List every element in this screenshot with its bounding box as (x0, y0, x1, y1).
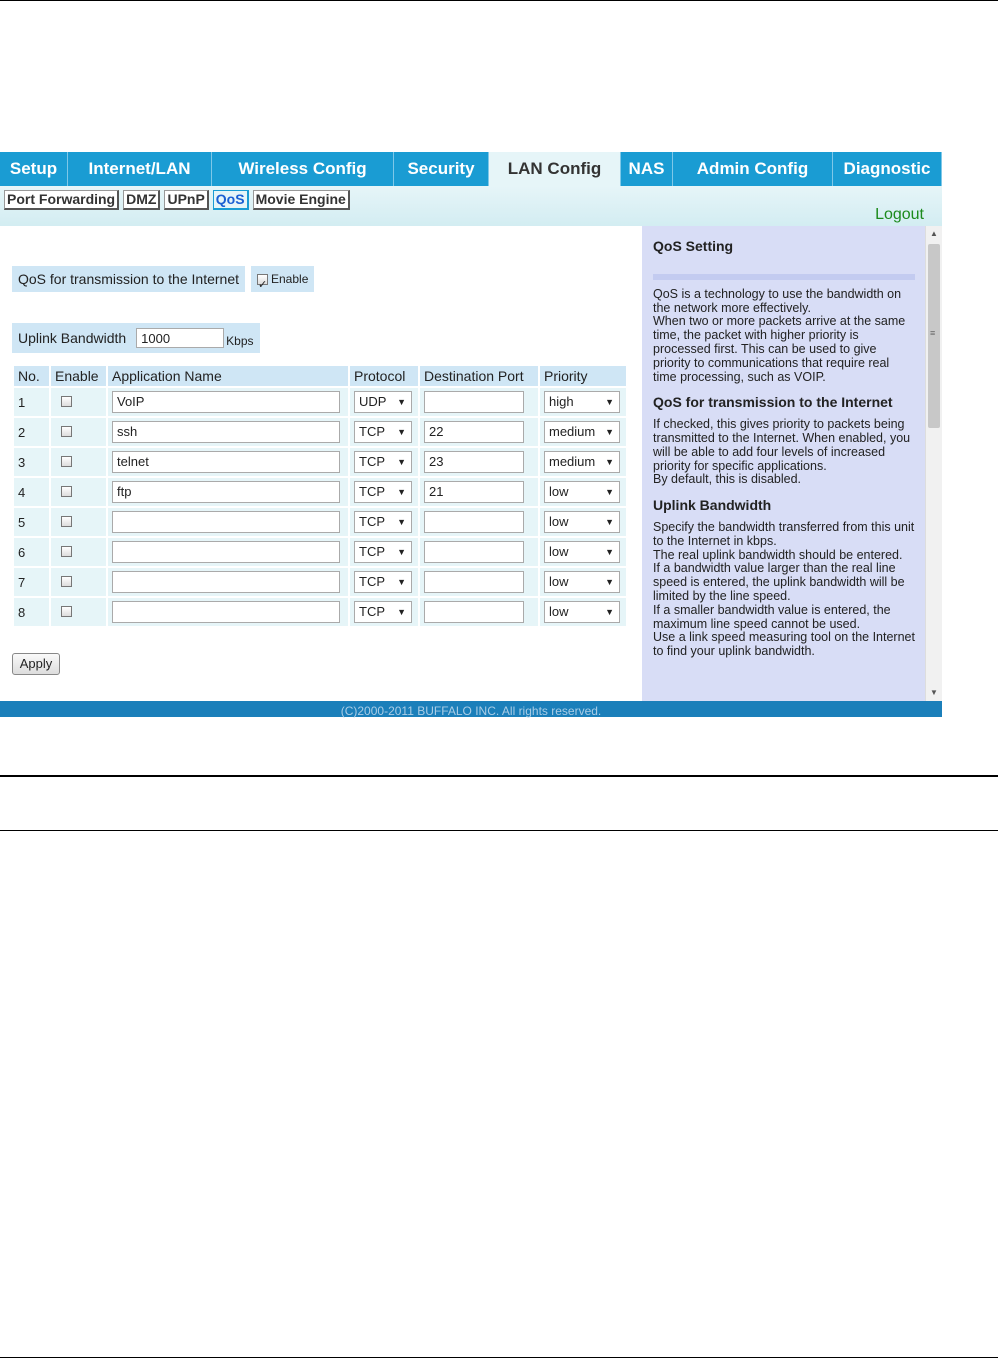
protocol-select[interactable] (354, 601, 412, 623)
help-title-qos-setting: QoS Setting (653, 238, 734, 254)
bandwidth-unit: Kbps (226, 334, 254, 348)
app-name-input[interactable]: ssh (112, 421, 340, 443)
row-enable-checkbox[interactable] (61, 516, 72, 527)
chevron-down-icon: ▼ (397, 607, 406, 617)
protocol-select[interactable] (354, 541, 412, 563)
help-title-qos-internet: QoS for transmission to the Internet (653, 394, 893, 411)
table-row (14, 568, 626, 596)
protocol-value: TCP (359, 604, 385, 619)
tab-setup[interactable]: Setup (0, 152, 68, 186)
qos-enable-label: Enable (271, 272, 309, 286)
table-row (14, 448, 626, 476)
app-name-input[interactable] (112, 511, 340, 533)
help-text: Use a link speed measuring tool on the Internet to find your uplink bandwidth. (653, 630, 915, 659)
chevron-down-icon: ▼ (397, 487, 406, 497)
row-number: 1 (14, 388, 49, 416)
help-text: If a smaller bandwidth value is entered, the maximum line speed cannot be used. (653, 602, 891, 631)
port-cell (420, 448, 538, 476)
chevron-down-icon: ▼ (397, 397, 406, 407)
priority-value: low (549, 574, 569, 589)
header-priority: Priority (540, 366, 626, 386)
protocol-value: TCP (359, 454, 385, 469)
protocol-value: TCP (359, 574, 385, 589)
table-row (14, 508, 626, 536)
protocol-select[interactable] (354, 391, 412, 413)
protocol-cell (350, 478, 418, 506)
protocol-value: TCP (359, 484, 385, 499)
main-nav (0, 152, 942, 186)
chevron-down-icon: ▼ (397, 577, 406, 587)
row-enable-checkbox[interactable] (61, 396, 72, 407)
priority-cell (540, 598, 626, 626)
scroll-down-icon[interactable]: ▼ (930, 688, 938, 697)
header-destination-port: Destination Port (420, 366, 538, 386)
chevron-down-icon: ▼ (605, 547, 614, 557)
scroll-grip-icon: ≡ (930, 328, 936, 338)
row-enable-checkbox[interactable] (61, 426, 72, 437)
row-enable-checkbox[interactable] (61, 606, 72, 617)
apply-button[interactable]: Apply (12, 653, 60, 675)
qos-enable-checkbox[interactable] (257, 274, 268, 285)
row-enable-cell (51, 538, 106, 566)
app-name-cell (108, 508, 348, 536)
app-name-input[interactable]: ftp (112, 481, 340, 503)
row-enable-cell (51, 598, 106, 626)
row-enable-cell (51, 508, 106, 536)
priority-cell (540, 478, 626, 506)
port-cell (420, 508, 538, 536)
logout-link[interactable]: Logout (875, 206, 924, 223)
row-number: 5 (14, 508, 49, 536)
table-row (14, 478, 626, 506)
bottom-rule (0, 1357, 998, 1358)
row-number: 2 (14, 418, 49, 446)
subtab-movie-engine[interactable]: Movie Engine (253, 190, 350, 210)
router-admin-window (0, 152, 942, 717)
app-name-cell (108, 598, 348, 626)
help-text: Specify the bandwidth transferred from this unit to the Internet in kbps. (653, 519, 915, 548)
chevron-down-icon: ▼ (605, 397, 614, 407)
subtab-dmz[interactable]: DMZ (123, 190, 160, 210)
subtab-qos[interactable]: QoS (213, 190, 249, 210)
priority-value: medium (549, 424, 596, 439)
priority-value: high (549, 394, 574, 409)
priority-select[interactable] (544, 481, 620, 503)
chevron-down-icon: ▼ (605, 457, 614, 467)
destination-port-input[interactable] (424, 571, 524, 593)
chevron-down-icon: ▼ (605, 577, 614, 587)
row-enable-cell (51, 448, 106, 476)
priority-select[interactable] (544, 511, 620, 533)
header-enable: Enable (51, 366, 106, 386)
app-name-input[interactable] (112, 571, 340, 593)
priority-value: low (549, 514, 569, 529)
row-number: 7 (14, 568, 49, 596)
help-panel (642, 226, 925, 701)
port-cell (420, 568, 538, 596)
tab-security[interactable]: Security (394, 152, 489, 186)
app-name-cell (108, 388, 348, 416)
subtab-port-forwarding[interactable]: Port Forwarding (4, 190, 119, 210)
help-text: The real uplink bandwidth should be entered. (653, 547, 903, 562)
help-title-uplink-bandwidth: Uplink Bandwidth (653, 497, 772, 514)
priority-select[interactable] (544, 541, 620, 563)
help-text: QoS is a technology to use the bandwidth on the network more effectively. (653, 286, 902, 315)
header-protocol: Protocol (350, 366, 418, 386)
protocol-select[interactable] (354, 421, 412, 443)
app-name-input[interactable] (112, 601, 340, 623)
port-cell (420, 598, 538, 626)
uplink-bandwidth-input[interactable]: 1000 (136, 328, 224, 348)
destination-port-input[interactable] (424, 511, 524, 533)
port-cell (420, 478, 538, 506)
tab-internet-lan[interactable]: Internet/LAN (68, 152, 212, 186)
priority-cell (540, 508, 626, 536)
qos-rules-table (12, 364, 628, 628)
chevron-down-icon: ▼ (605, 517, 614, 527)
chevron-down-icon: ▼ (397, 547, 406, 557)
protocol-cell (350, 598, 418, 626)
help-divider (653, 274, 915, 280)
protocol-value: TCP (359, 544, 385, 559)
tab-diagnostic[interactable]: Diagnostic (833, 152, 942, 186)
row-enable-checkbox[interactable] (61, 576, 72, 587)
priority-select[interactable] (544, 451, 620, 473)
protocol-cell (350, 388, 418, 416)
tab-nas[interactable]: NAS (621, 152, 673, 186)
destination-port-input[interactable] (424, 391, 524, 413)
header-application-name: Application Name (108, 366, 348, 386)
row-number: 4 (14, 478, 49, 506)
scroll-up-icon[interactable]: ▲ (930, 229, 938, 238)
priority-select[interactable] (544, 601, 620, 623)
app-name-cell (108, 448, 348, 476)
app-name-input[interactable]: telnet (112, 451, 340, 473)
protocol-select[interactable] (354, 481, 412, 503)
chevron-down-icon: ▼ (397, 517, 406, 527)
table-row (14, 418, 626, 446)
row-number: 6 (14, 538, 49, 566)
priority-select[interactable] (544, 421, 620, 443)
priority-value: low (549, 484, 569, 499)
app-name-input[interactable]: VoIP (112, 391, 340, 413)
priority-value: low (549, 544, 569, 559)
destination-port-input[interactable]: 23 (424, 451, 524, 473)
app-name-input[interactable] (112, 541, 340, 563)
row-enable-cell (51, 568, 106, 596)
sub-nav (0, 186, 942, 226)
tab-wireless-config[interactable]: Wireless Config (212, 152, 394, 186)
priority-select[interactable] (544, 571, 620, 593)
help-text: If a bandwidth value larger than the real line speed is entered, the uplink bandwidth will be limited by the line speed. (653, 561, 905, 603)
chevron-down-icon: ▼ (397, 457, 406, 467)
footer-copyright: (C)2000-2011 BUFFALO INC. All rights reserved. (0, 701, 942, 717)
table-row (14, 598, 626, 626)
app-name-cell (108, 538, 348, 566)
chevron-down-icon: ▼ (605, 607, 614, 617)
protocol-select[interactable] (354, 511, 412, 533)
port-cell (420, 388, 538, 416)
row-number: 8 (14, 598, 49, 626)
table-row (14, 388, 626, 416)
top-rule (0, 0, 998, 1)
protocol-cell (350, 448, 418, 476)
header-no: No. (14, 366, 49, 386)
app-name-cell (108, 478, 348, 506)
uplink-bandwidth-label: Uplink Bandwidth (18, 330, 127, 346)
priority-cell (540, 568, 626, 596)
row-number: 3 (14, 448, 49, 476)
protocol-value: TCP (359, 514, 385, 529)
qos-form (0, 226, 640, 701)
row-enable-cell (51, 418, 106, 446)
priority-cell (540, 418, 626, 446)
destination-port-input[interactable] (424, 541, 524, 563)
help-text: If checked, this gives priority to packets being transmitted to the Internet. When enabled, you will be able to add four levels of increased priority for specific applications. (653, 417, 911, 473)
protocol-value: TCP (359, 424, 385, 439)
priority-cell (540, 538, 626, 566)
protocol-select[interactable] (354, 571, 412, 593)
port-cell (420, 418, 538, 446)
destination-port-input[interactable]: 22 (424, 421, 524, 443)
port-cell (420, 538, 538, 566)
protocol-select[interactable] (354, 451, 412, 473)
tab-admin-config[interactable]: Admin Config (673, 152, 833, 186)
app-name-cell (108, 418, 348, 446)
protocol-cell (350, 508, 418, 536)
priority-value: low (549, 604, 569, 619)
protocol-value: UDP (359, 394, 387, 409)
help-scrollbar[interactable] (925, 226, 942, 701)
destination-port-input[interactable]: 21 (424, 481, 524, 503)
chevron-down-icon: ▼ (605, 487, 614, 497)
help-text: By default, this is disabled. (653, 472, 801, 487)
tab-lan-config[interactable]: LAN Config (489, 152, 621, 186)
table-row (14, 538, 626, 566)
row-enable-cell (51, 478, 106, 506)
protocol-cell (350, 568, 418, 596)
row-enable-checkbox[interactable] (61, 456, 72, 467)
qos-label: QoS for transmission to the Internet (12, 266, 245, 292)
row-enable-cell (51, 388, 106, 416)
separator-rule (0, 775, 998, 777)
chevron-down-icon: ▼ (397, 427, 406, 437)
subtab-upnp[interactable]: UPnP (164, 190, 208, 210)
priority-select[interactable] (544, 391, 620, 413)
protocol-cell (350, 538, 418, 566)
help-text: When two or more packets arrive at the same time, the packet with higher priority is processed first. This can be used to give priority to communications that require real time processing, such as VOIP. (653, 314, 906, 384)
destination-port-input[interactable] (424, 601, 524, 623)
chevron-down-icon: ▼ (605, 427, 614, 437)
row-enable-checkbox[interactable] (61, 486, 72, 497)
app-name-cell (108, 568, 348, 596)
separator-rule (0, 830, 998, 831)
priority-value: medium (549, 454, 596, 469)
priority-cell (540, 388, 626, 416)
row-enable-checkbox[interactable] (61, 546, 72, 557)
protocol-cell (350, 418, 418, 446)
priority-cell (540, 448, 626, 476)
